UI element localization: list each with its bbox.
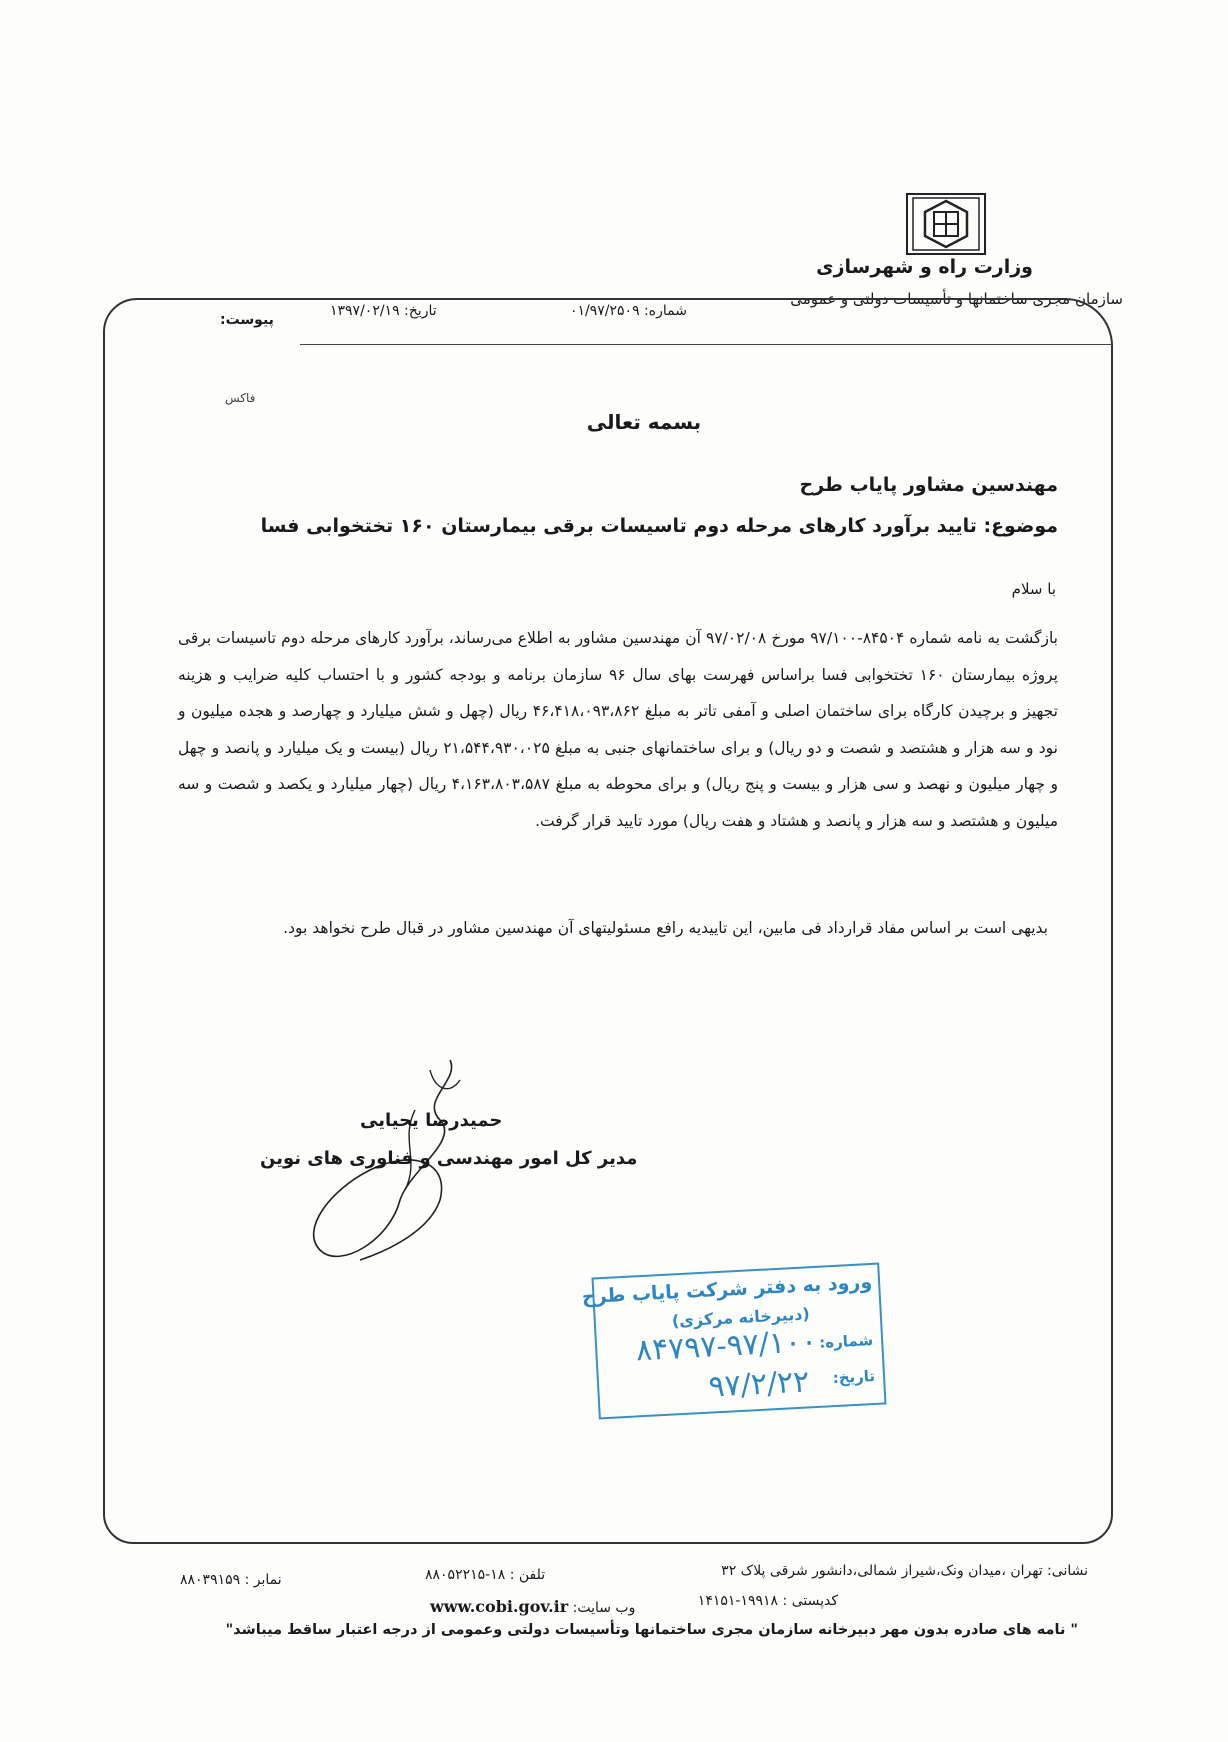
signer-title: مدیر کل امور مهندسی و فناوری های نوین: [260, 1148, 638, 1169]
addressee: مهندسین مشاور پایاب طرح: [799, 474, 1058, 496]
stamp-date-value: ۹۷/۲/۲۲: [707, 1364, 811, 1405]
footer-website-url: www.cobi.gov.ir: [430, 1597, 569, 1616]
signer-name: حمیدرضا یحیایی: [360, 1110, 503, 1131]
letter-number-value: ۰۱/۹۷/۲۵۰۹: [570, 303, 640, 319]
footer-phone: تلفن : ۱۸-۸۸۰۵۲۲۱۵: [425, 1567, 546, 1583]
footer-address: نشانی: تهران ،میدان ونک،شیراز شمالی،دانشور شرقی پلاک ۳۲: [721, 1563, 1088, 1579]
footer-disclaimer: " نامه های صادره بدون مهر دبیرخانه سازمان مجری ساختمانها وتأسیسات دولتی وعمومی از درجه اعتبار ساقط میباشد": [225, 1622, 1078, 1638]
greeting: با سلام: [1011, 580, 1056, 598]
letter-number-label: شماره:: [644, 303, 687, 319]
receipt-stamp: [581, 1263, 886, 1420]
letter-date: [330, 303, 437, 319]
letter-date-value: ۱۳۹۷/۰۲/۱۹: [330, 303, 400, 319]
stamp-title: ورود به دفتر شرکت پایاب طرح: [581, 1270, 873, 1309]
header-divider: [300, 344, 1112, 345]
organization-name: سازمان مجری ساختمانها و تأسیسات دولتی و عمومی: [790, 290, 1123, 308]
subject-line: موضوع: تایید برآورد کارهای مرحله دوم تاسیسات برقی بیمارستان ۱۶۰ تختخوابی فسا: [260, 515, 1058, 537]
letter-note: بدیهی است بر اساس مفاد قرارداد فی مابین، این تاییدیه رافع مسئولیتهای آن مهندسین مشاور در قبال طرح نخواهد بود.: [283, 919, 1048, 937]
fax-mark: فاکس: [225, 391, 256, 405]
letter-number: [570, 303, 687, 319]
ministry-emblem-icon: [905, 192, 987, 256]
attachment-label: پیوست:: [220, 312, 274, 328]
letter-date-label: تاریخ:: [404, 303, 437, 319]
footer-website-label: وب سایت:: [572, 1600, 636, 1616]
stamp-date-label: تاریخ:: [832, 1366, 876, 1388]
footer-postal-code: کدپستی : ۱۹۹۱۸-۱۴۱۵۱: [697, 1593, 838, 1609]
footer-website: [430, 1597, 635, 1616]
stamp-number-value: ۸۴۷۹۷-۹۷/۱۰۰: [635, 1323, 819, 1369]
stamp-number-label: شماره:: [818, 1330, 874, 1352]
stamp-subtitle: (دبیرخانه مرکزی): [671, 1304, 811, 1331]
basmala: بسمه تعالی: [586, 410, 702, 434]
ministry-name: وزارت راه و شهرسازی: [816, 256, 1033, 278]
footer-fax: نمابر : ۸۸۰۳۹۱۵۹: [180, 1572, 282, 1588]
letter-body: بازگشت به نامه شماره ۸۴۵۰۴-۹۷/۱۰۰ مورخ ۹۷/۰۲/۰۸ آن مهندسین مشاور به اطلاع می‌رساند، برآورد کارهای مرحله دوم تاسیسات برقی پروژه بیمارستان ۱۶۰ تختخوابی فسا براساس فهرست بهای سال ۹۶ سازمان برنامه و بودجه کشور و با احتساب کلیه ضرایب و هزینه تجهیز و برچیدن کارگاه برای ساختمان اصلی و آمفی تاتر به مبلغ ۴۶،۴۱۸،۰۹۳،۸۶۲ ریال (چهل و شش میلیارد و چهارصد و هجده میلیون و نود و سه هزار و هشتصد و شصت و دو ریال) و برای ساختمانهای جنبی به مبلغ ۲۱،۵۴۴،۹۳۰،۰۲۵ ریال (بیست و یک میلیارد و پانصد و چهل و چهار میلیون و نهصد و سی هزار و بیست و پنج ریال) و برای محوطه به مبلغ ۴،۱۶۳،۸۰۳،۵۸۷ ریال (چهار میلیارد و یکصد و شصت و سه میلیون و هشتصد و سه هزار و پانصد و هشتاد و هفت ریال) مورد تایید قرار گرفت.: [178, 629, 1058, 830]
